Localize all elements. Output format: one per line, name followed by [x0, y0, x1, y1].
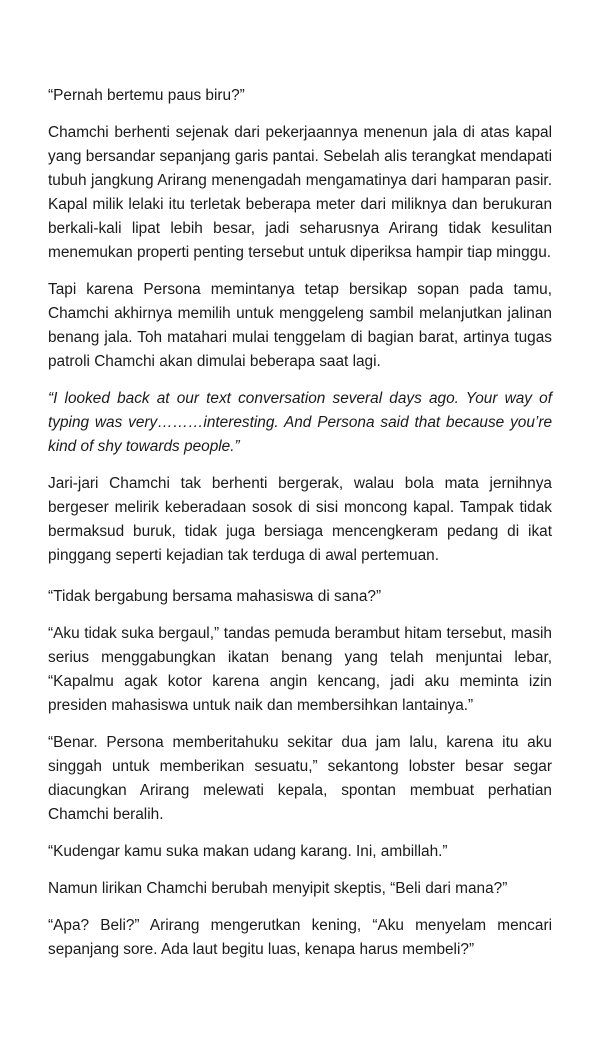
paragraph: Jari-jari Chamchi tak berhenti bergerak, walau bola mata jernihnya bergeser melirik keberadaan sosok di sisi moncong kapal. Tampak tidak bermaksud buruk, tidak juga bersiaga mencengkeram pedang di ikat pinggang seperti kejadian tak terduga di awal pertemuan. — [48, 475, 552, 564]
paragraph: “Kudengar kamu suka makan udang karang. Ini, ambillah.” — [48, 843, 448, 860]
paragraph: “Apa? Beli?” Arirang mengerutkan kening, “Aku menyelam mencari sepanjang sore. Ada laut begitu luas, kenapa harus membeli?” — [48, 917, 552, 958]
paragraph: “Aku tidak suka bergaul,” tandas pemuda berambut hitam tersebut, masih serius menggabungkan ikatan benang yang telah menjuntai lebar, “Kapalmu agak kotor karena angin kencang, jadi aku meminta izin presiden mahasiswa untuk naik dan membersihkan lantainya.” — [48, 625, 552, 714]
paragraph-english-dialogue: “I looked back at our text conversation several days ago. Your way of typing was very………interesting. And Persona said that because you’re kind of shy towards people.” — [48, 390, 552, 455]
paragraph: “Tidak bergabung bersama mahasiswa di sana?” — [48, 588, 382, 605]
paragraph: Namun lirikan Chamchi berubah menyipit skeptis, “Beli dari mana?” — [48, 880, 508, 897]
paragraph: “Benar. Persona memberitahuku sekitar dua jam lalu, karena itu aku singgah untuk memberikan sesuatu,” sekantong lobster besar segar diacungkan Arirang melewati kepala, spontan membuat perhatian Chamchi beralih. — [48, 734, 552, 823]
document-page — [48, 84, 552, 975]
paragraph: Tapi karena Persona memintanya tetap bersikap sopan pada tamu, Chamchi akhirnya memilih untuk menggeleng sambil melanjutkan jalinan benang jala. Toh matahari mulai tenggelam di bagian barat, artinya tugas patroli Chamchi akan dimulai beberapa saat lagi. — [48, 281, 552, 370]
paragraph: “Pernah bertemu paus biru?” — [48, 87, 245, 104]
paragraph: Chamchi berhenti sejenak dari pekerjaannya menenun jala di atas kapal yang bersandar sepanjang garis pantai. Sebelah alis terangkat mendapati tubuh jangkung Arirang menengadah mengamatinya dari hamparan pasir. Kapal milik lelaki itu terletak beberapa meter dari miliknya dan berukuran berkali-kali lipat lebih besar, jadi seharusnya Arirang tidak kesulitan menemukan properti penting tersebut untuk diperiksa hampir tiap minggu. — [48, 124, 552, 261]
